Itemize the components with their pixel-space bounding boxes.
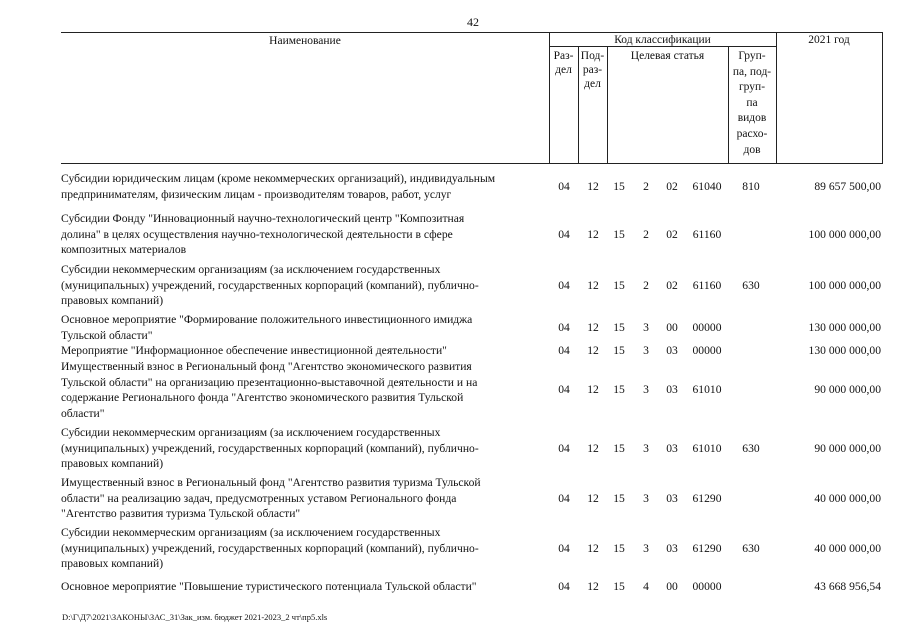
code-podrazdel: 12 (587, 320, 599, 334)
code-cs2: 2 (643, 278, 649, 292)
code-cs1: 15 (613, 580, 625, 593)
code-cs2: 2 (643, 179, 649, 193)
code-razdel: 04 (558, 491, 570, 505)
code-cs1: 15 (613, 541, 625, 555)
col-divider-classification (776, 32, 777, 163)
amount-2021: 130 000 000,00 (808, 320, 881, 334)
code-cs2: 3 (643, 383, 649, 397)
row-name-line: (муниципальных) учреждений, государственных корпораций (компаний), публично- (61, 278, 479, 292)
row-name (61, 171, 549, 202)
amount-2021: 90 000 000,00 (814, 383, 881, 397)
row-name-line: (муниципальных) учреждений, государственных корпораций (компаний), публично- (61, 441, 479, 455)
code-podrazdel: 12 (587, 344, 599, 357)
code-cs3: 02 (666, 278, 678, 292)
code-cs4: 61010 (692, 441, 722, 455)
row-name (61, 343, 549, 359)
code-cs3: 03 (666, 541, 678, 555)
code-razdel: 04 (558, 541, 570, 555)
code-cs1: 15 (613, 320, 625, 334)
row-name (61, 211, 549, 258)
header-bottom-border (61, 163, 883, 164)
code-podrazdel: 12 (587, 227, 599, 241)
code-cs3: 03 (666, 344, 678, 357)
page-number: 42 (467, 15, 479, 29)
code-cs4: 61160 (692, 278, 722, 292)
code-cs1: 15 (613, 344, 625, 357)
code-cs1: 15 (613, 278, 625, 292)
code-cs4: 00000 (692, 580, 722, 593)
code-cs3: 03 (666, 491, 678, 505)
code-cs1: 15 (613, 441, 625, 455)
header-year: 2021 год (808, 34, 850, 46)
code-cs4: 61010 (692, 383, 722, 397)
row-name-line: Тульской области" на организацию презентационно-выставочной деятельности и на (61, 375, 478, 389)
row-name-line: правовых компаний) (61, 294, 164, 307)
amount-2021: 100 000 000,00 (808, 227, 881, 241)
code-cs1: 15 (613, 491, 625, 505)
code-cs2: 2 (643, 227, 649, 241)
amount-2021: 89 657 500,00 (814, 179, 881, 193)
amount-2021: 40 000 000,00 (814, 491, 881, 505)
row-name-line: Субсидии юридическим лицам (кроме некоммерческих организаций), индивидуальным (61, 172, 496, 185)
row-name-line: предпринимателям, физическим лицам - производителям товаров, работ, услуг (61, 187, 452, 201)
code-cs4: 61040 (692, 179, 722, 193)
row-name (61, 579, 549, 595)
footer-file-path: D:\Г\Д7\2021\ЗАКОНЫ\ЗАС_31\Зак_изм. бюджет 2021-2023_2 чт\пр5.xls (62, 612, 328, 622)
row-name-line: Субсидии некоммерческим организациям (за исключением государственных (61, 263, 441, 276)
code-podrazdel: 12 (587, 580, 599, 593)
table-row (0, 343, 905, 359)
code-cs4: 61290 (692, 541, 722, 555)
code-cs3: 00 (666, 580, 678, 593)
header-name: Наименование (269, 35, 341, 47)
row-name-line: Имущественный взнос в Региональный фонд "Агентство развития туризма Тульской (61, 476, 481, 489)
row-name-line: Основное мероприятие "Повышение туристического потенциала Тульской области" (61, 580, 477, 593)
header-classification: Код классификации (614, 34, 711, 46)
code-cs2: 3 (643, 441, 649, 455)
row-name (61, 359, 549, 421)
row-name-line: долина" в целях осуществления научно-технологической деятельности в сфере (61, 227, 453, 241)
row-name-line: (муниципальных) учреждений, государственных корпораций (компаний), публично- (61, 541, 479, 555)
row-name-line: содержание Регионального фонда "Агентство экономического развития Тульской (61, 391, 464, 404)
code-cs3: 00 (666, 320, 678, 334)
table-row (0, 211, 905, 258)
amount-2021: 130 000 000,00 (808, 344, 881, 357)
amount-2021: 40 000 000,00 (814, 541, 881, 555)
row-name-line: Тульской области" (61, 328, 153, 342)
code-cs3: 03 (666, 441, 678, 455)
table-row (0, 475, 905, 522)
row-name-line: композитных материалов (61, 243, 187, 256)
code-cs3: 03 (666, 383, 678, 397)
code-razdel: 04 (558, 179, 570, 193)
amount-2021: 90 000 000,00 (814, 441, 881, 455)
amount-2021: 100 000 000,00 (808, 278, 881, 292)
code-cs4: 61290 (692, 491, 722, 505)
row-name-line: Имущественный взнос в Региональный фонд "Агентство экономического развития (61, 360, 472, 373)
header-expense-group: Груп- па, под- груп- па видов расхо- дов (732, 50, 772, 156)
row-name-line: правовых компаний) (61, 457, 164, 470)
code-razdel: 04 (558, 580, 570, 593)
row-name-line: Субсидии Фонду "Инновационный научно-технологический центр "Композитная (61, 212, 465, 225)
code-cs4: 61160 (692, 227, 722, 241)
row-name-line: "Агентство развития туризма Тульской области" (61, 507, 301, 520)
table-row (0, 525, 905, 572)
code-podrazdel: 12 (587, 383, 599, 397)
code-razdel: 04 (558, 278, 570, 292)
code-cs3: 02 (666, 227, 678, 241)
row-name-line: Субсидии некоммерческим организациям (за исключением государственных (61, 426, 441, 439)
code-cs2: 3 (643, 541, 649, 555)
table-row (0, 312, 905, 343)
code-cs2: 4 (643, 580, 649, 593)
amount-2021: 43 668 956,54 (814, 580, 881, 593)
code-cs3: 02 (666, 179, 678, 193)
code-podrazdel: 12 (587, 491, 599, 505)
code-vr: 630 (742, 278, 760, 292)
code-cs2: 3 (643, 344, 649, 357)
code-vr: 810 (742, 179, 760, 193)
code-razdel: 04 (558, 383, 570, 397)
code-podrazdel: 12 (587, 278, 599, 292)
table-row (0, 359, 905, 421)
row-name (61, 425, 549, 472)
header-target-article: Целевая статья (630, 50, 705, 62)
code-cs1: 15 (613, 179, 625, 193)
table-row (0, 262, 905, 309)
code-cs1: 15 (613, 383, 625, 397)
code-cs2: 3 (643, 491, 649, 505)
col-divider-right (882, 32, 883, 163)
code-podrazdel: 12 (587, 541, 599, 555)
row-name (61, 312, 549, 343)
code-vr: 630 (742, 441, 760, 455)
code-razdel: 04 (558, 227, 570, 241)
code-vr: 630 (742, 541, 760, 555)
col-divider-subsection (607, 46, 608, 163)
table-row (0, 425, 905, 472)
row-name (61, 475, 549, 522)
code-cs4: 00000 (692, 344, 722, 357)
code-podrazdel: 12 (587, 441, 599, 455)
code-razdel: 04 (558, 320, 570, 334)
code-cs1: 15 (613, 227, 625, 241)
row-name (61, 525, 549, 572)
row-name-line: правовых компаний) (61, 557, 164, 570)
row-name-line: Мероприятие "Информационное обеспечение инвестиционной деятельности" (61, 344, 447, 357)
code-cs2: 3 (643, 320, 649, 334)
header-subsection: Под- раз- дел (580, 50, 605, 90)
row-name-line: области" на реализацию задач, предусмотренных уставом Регионального фонда (61, 491, 457, 505)
row-name-line: Субсидии некоммерческим организациям (за исключением государственных (61, 526, 441, 539)
code-cs4: 00000 (692, 320, 722, 334)
row-name-line: Основное мероприятие "Формирование положительного инвестиционного имиджа (61, 313, 473, 326)
row-name (61, 262, 549, 309)
code-razdel: 04 (558, 441, 570, 455)
header-section: Раз- дел (553, 50, 574, 76)
table-row (0, 171, 905, 202)
code-razdel: 04 (558, 344, 570, 357)
row-name-line: области" (61, 406, 105, 420)
code-podrazdel: 12 (587, 179, 599, 193)
table-row (0, 579, 905, 595)
